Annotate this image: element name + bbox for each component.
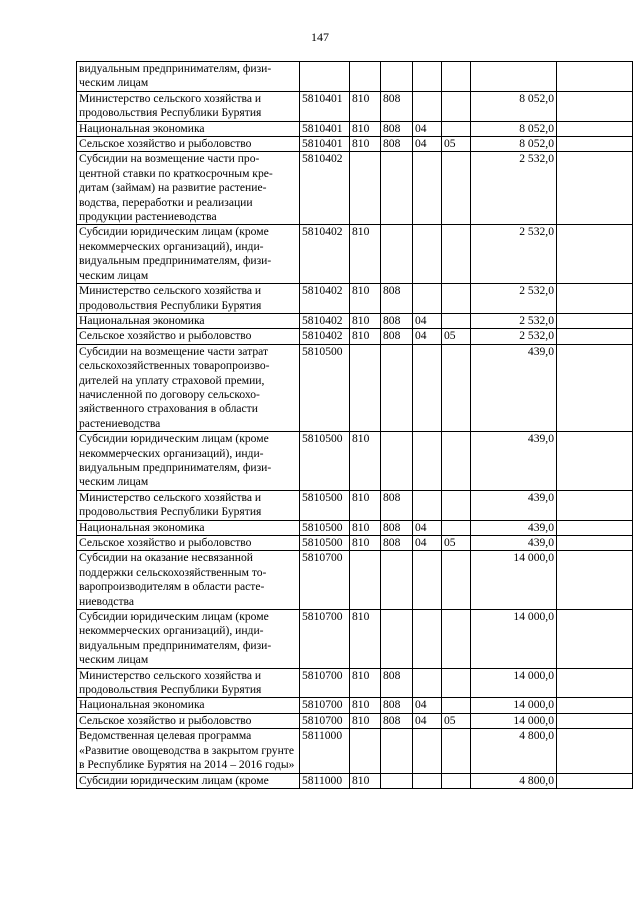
row-extra xyxy=(557,225,633,284)
row-vid xyxy=(442,698,471,713)
row-name: Субсидии юридическим лицам (кроме некоммерческих организаций), инди-видуальным предпринимателям, физи-ческим лицам xyxy=(77,610,300,669)
row-subsection: 04 xyxy=(413,313,442,328)
row-dept: 810 xyxy=(350,329,381,344)
row-extra xyxy=(557,432,633,491)
row-amount: 14 000,0 xyxy=(471,668,557,698)
table-row xyxy=(77,152,633,225)
row-section xyxy=(381,729,413,773)
row-amount: 2 532,0 xyxy=(471,284,557,314)
row-extra xyxy=(557,610,633,669)
row-subsection xyxy=(413,432,442,491)
row-section xyxy=(381,551,413,610)
row-vid xyxy=(442,729,471,773)
row-extra xyxy=(557,284,633,314)
row-name: Субсидии юридическим лицам (кроме некоммерческих организаций), инди-видуальным предпринимателям, физи-ческим лицам xyxy=(77,225,300,284)
row-subsection xyxy=(413,490,442,520)
row-section: 808 xyxy=(381,713,413,728)
row-section xyxy=(381,344,413,431)
row-name: Министерство сельского хозяйства и продовольствия Республики Бурятия xyxy=(77,91,300,121)
row-vid: 05 xyxy=(442,713,471,728)
row-code: 5810402 xyxy=(300,284,350,314)
row-subsection xyxy=(413,773,442,788)
row-dept: 810 xyxy=(350,225,381,284)
row-code: 5810700 xyxy=(300,698,350,713)
row-section: 808 xyxy=(381,137,413,152)
row-extra xyxy=(557,490,633,520)
row-vid xyxy=(442,432,471,491)
row-code: 5810402 xyxy=(300,152,350,225)
row-subsection xyxy=(413,551,442,610)
table-row xyxy=(77,137,633,152)
row-amount: 14 000,0 xyxy=(471,551,557,610)
row-amount: 439,0 xyxy=(471,490,557,520)
table-row xyxy=(77,121,633,136)
row-extra xyxy=(557,698,633,713)
row-subsection xyxy=(413,729,442,773)
row-code: 5810402 xyxy=(300,329,350,344)
row-extra xyxy=(557,729,633,773)
row-amount: 439,0 xyxy=(471,344,557,431)
row-section xyxy=(381,62,413,92)
row-subsection xyxy=(413,344,442,431)
row-vid: 05 xyxy=(442,329,471,344)
row-dept: 810 xyxy=(350,698,381,713)
row-amount: 4 800,0 xyxy=(471,773,557,788)
row-name: Национальная экономика xyxy=(77,698,300,713)
table-row xyxy=(77,329,633,344)
row-dept: 810 xyxy=(350,713,381,728)
row-amount: 8 052,0 xyxy=(471,137,557,152)
row-section: 808 xyxy=(381,698,413,713)
row-vid xyxy=(442,152,471,225)
row-section xyxy=(381,432,413,491)
row-name: Национальная экономика xyxy=(77,121,300,136)
row-subsection xyxy=(413,91,442,121)
row-vid: 05 xyxy=(442,137,471,152)
row-vid xyxy=(442,121,471,136)
row-vid xyxy=(442,344,471,431)
row-subsection xyxy=(413,284,442,314)
table-row xyxy=(77,773,633,788)
row-section: 808 xyxy=(381,284,413,314)
table-row xyxy=(77,225,633,284)
row-code: 5810700 xyxy=(300,668,350,698)
row-subsection: 04 xyxy=(413,536,442,551)
row-section xyxy=(381,773,413,788)
table-row xyxy=(77,313,633,328)
table-row xyxy=(77,729,633,773)
table-row xyxy=(77,551,633,610)
row-dept xyxy=(350,152,381,225)
row-dept: 810 xyxy=(350,284,381,314)
row-name: Министерство сельского хозяйства и продовольствия Республики Бурятия xyxy=(77,490,300,520)
row-subsection: 04 xyxy=(413,713,442,728)
row-extra xyxy=(557,520,633,535)
table-row xyxy=(77,91,633,121)
row-dept: 810 xyxy=(350,520,381,535)
row-dept xyxy=(350,729,381,773)
row-dept: 810 xyxy=(350,668,381,698)
row-dept: 810 xyxy=(350,773,381,788)
row-extra xyxy=(557,713,633,728)
row-name: видуальным предпринимателям, физи-ческим лицам xyxy=(77,62,300,92)
table-row xyxy=(77,713,633,728)
row-vid xyxy=(442,668,471,698)
row-dept xyxy=(350,62,381,92)
row-name: Национальная экономика xyxy=(77,313,300,328)
row-section: 808 xyxy=(381,536,413,551)
table-row xyxy=(77,698,633,713)
row-name: Субсидии на возмещение части затрат сельскохозяйственных товаропроизво-дителей на уплату страховой премии, начисленной по договору сельскохо-зяйственного страхования в области растениеводства xyxy=(77,344,300,431)
row-amount: 439,0 xyxy=(471,536,557,551)
row-name: Министерство сельского хозяйства и продовольствия Республики Бурятия xyxy=(77,284,300,314)
row-code xyxy=(300,62,350,92)
row-extra xyxy=(557,773,633,788)
row-code: 5810500 xyxy=(300,344,350,431)
row-vid xyxy=(442,91,471,121)
row-dept: 810 xyxy=(350,121,381,136)
page-number: 147 xyxy=(311,30,329,44)
row-amount: 2 532,0 xyxy=(471,329,557,344)
row-amount: 2 532,0 xyxy=(471,152,557,225)
row-amount: 439,0 xyxy=(471,432,557,491)
row-name: Сельское хозяйство и рыболовство xyxy=(77,329,300,344)
row-amount: 14 000,0 xyxy=(471,698,557,713)
row-code: 5810401 xyxy=(300,137,350,152)
table-row xyxy=(77,344,633,431)
row-code: 5810500 xyxy=(300,536,350,551)
budget-table xyxy=(76,61,633,789)
row-code: 5810500 xyxy=(300,490,350,520)
row-subsection xyxy=(413,225,442,284)
row-vid xyxy=(442,610,471,669)
row-vid xyxy=(442,490,471,520)
row-dept: 810 xyxy=(350,490,381,520)
row-code: 5810402 xyxy=(300,313,350,328)
row-extra xyxy=(557,152,633,225)
table-row xyxy=(77,668,633,698)
row-section: 808 xyxy=(381,520,413,535)
row-code: 5811000 xyxy=(300,773,350,788)
row-subsection xyxy=(413,668,442,698)
row-extra xyxy=(557,329,633,344)
row-section xyxy=(381,610,413,669)
row-subsection xyxy=(413,610,442,669)
row-code: 5810401 xyxy=(300,121,350,136)
row-section: 808 xyxy=(381,490,413,520)
table-row xyxy=(77,536,633,551)
row-subsection: 04 xyxy=(413,137,442,152)
table-row xyxy=(77,284,633,314)
row-dept: 810 xyxy=(350,137,381,152)
row-name: Субсидии юридическим лицам (кроме xyxy=(77,773,300,788)
row-amount xyxy=(471,62,557,92)
row-dept xyxy=(350,344,381,431)
row-code: 5810401 xyxy=(300,91,350,121)
row-dept: 810 xyxy=(350,432,381,491)
table-row xyxy=(77,490,633,520)
row-extra xyxy=(557,536,633,551)
row-code: 5810402 xyxy=(300,225,350,284)
table-row xyxy=(77,432,633,491)
row-vid xyxy=(442,225,471,284)
row-subsection: 04 xyxy=(413,329,442,344)
row-amount: 2 532,0 xyxy=(471,225,557,284)
row-dept: 810 xyxy=(350,610,381,669)
row-extra xyxy=(557,551,633,610)
row-extra xyxy=(557,344,633,431)
row-vid xyxy=(442,773,471,788)
table-row xyxy=(77,520,633,535)
row-section xyxy=(381,152,413,225)
row-extra xyxy=(557,668,633,698)
row-section: 808 xyxy=(381,313,413,328)
row-section: 808 xyxy=(381,121,413,136)
row-subsection: 04 xyxy=(413,121,442,136)
row-extra xyxy=(557,121,633,136)
budget-table-body xyxy=(77,62,633,789)
row-subsection: 04 xyxy=(413,698,442,713)
row-code: 5811000 xyxy=(300,729,350,773)
row-extra xyxy=(557,137,633,152)
row-dept xyxy=(350,551,381,610)
row-name: Национальная экономика xyxy=(77,520,300,535)
row-amount: 4 800,0 xyxy=(471,729,557,773)
row-name: Субсидии на оказание несвязанной поддержки сельскохозяйственным то-варопроизводителям в области расте-ниеводства xyxy=(77,551,300,610)
row-amount: 2 532,0 xyxy=(471,313,557,328)
row-amount: 14 000,0 xyxy=(471,713,557,728)
row-name: Министерство сельского хозяйства и продовольствия Республики Бурятия xyxy=(77,668,300,698)
row-extra xyxy=(557,91,633,121)
row-dept: 810 xyxy=(350,91,381,121)
row-code: 5810500 xyxy=(300,520,350,535)
row-name: Субсидии юридическим лицам (кроме некоммерческих организаций), инди-видуальным предпринимателям, физи-ческим лицам xyxy=(77,432,300,491)
row-code: 5810700 xyxy=(300,551,350,610)
row-code: 5810700 xyxy=(300,610,350,669)
row-section: 808 xyxy=(381,91,413,121)
row-vid xyxy=(442,62,471,92)
row-name: Ведомственная целевая программа «Развитие овощеводства в закрытом грунте в Республике Бурятия на 2014 – 2016 годы» xyxy=(77,729,300,773)
row-dept: 810 xyxy=(350,536,381,551)
row-vid xyxy=(442,551,471,610)
row-vid xyxy=(442,284,471,314)
row-extra xyxy=(557,62,633,92)
row-section: 808 xyxy=(381,329,413,344)
row-vid xyxy=(442,520,471,535)
row-code: 5810700 xyxy=(300,713,350,728)
table-row xyxy=(77,62,633,92)
row-extra xyxy=(557,313,633,328)
row-name: Сельское хозяйство и рыболовство xyxy=(77,137,300,152)
row-name: Субсидии на возмещение части про-центной ставки по краткосрочным кре-дитам (займам) на развитие растение-водства, переработки и реализации продукции растениеводства xyxy=(77,152,300,225)
row-vid xyxy=(442,313,471,328)
row-subsection: 04 xyxy=(413,520,442,535)
row-amount: 14 000,0 xyxy=(471,610,557,669)
row-dept: 810 xyxy=(350,313,381,328)
row-amount: 8 052,0 xyxy=(471,91,557,121)
row-name: Сельское хозяйство и рыболовство xyxy=(77,713,300,728)
row-section: 808 xyxy=(381,668,413,698)
row-subsection xyxy=(413,152,442,225)
row-vid: 05 xyxy=(442,536,471,551)
row-code: 5810500 xyxy=(300,432,350,491)
row-amount: 439,0 xyxy=(471,520,557,535)
row-section xyxy=(381,225,413,284)
row-subsection xyxy=(413,62,442,92)
row-name: Сельское хозяйство и рыболовство xyxy=(77,536,300,551)
row-amount: 8 052,0 xyxy=(471,121,557,136)
table-row xyxy=(77,610,633,669)
